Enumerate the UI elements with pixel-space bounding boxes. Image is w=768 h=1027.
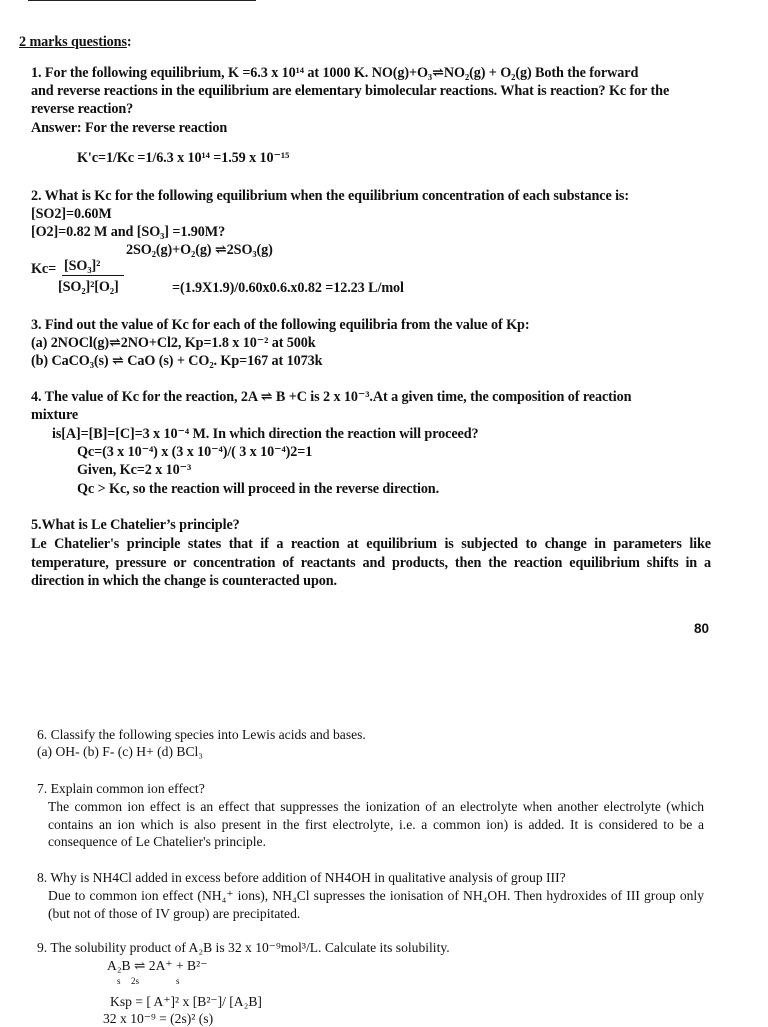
heading-text: 2 marks questions: [19, 34, 127, 50]
q6-line2: (a) OH- (b) F- (c) H+ (d) BCl₃: [37, 744, 204, 759]
q2-line2: [SO2]=0.60M: [31, 206, 112, 222]
q3-part-b: (b) CaCO₃(s) ⇌ CaO (s) + CO₂. Kp=167 at 1073k: [31, 353, 323, 369]
q2-numerator: [SO₃]²: [64, 258, 101, 274]
q4-line1: 4. The value of Kc for the reaction, 2A ⇌ B +C is 2 x 10⁻³.At a given time, the composition of reaction: [31, 389, 632, 405]
q9-reaction: A₂B ⇌ 2A⁺ + B²⁻: [107, 958, 208, 973]
page-number: 80: [694, 621, 710, 636]
q2-kc-label: Kc=: [31, 261, 57, 277]
q7-line1: 7. Explain common ion effect?: [37, 781, 205, 796]
q4-line4: Qc=(3 x 10⁻⁴) x (3 x 10⁻⁴)/( 3 x 10⁻⁴)2=1: [77, 444, 313, 460]
q1-line3: reverse reaction?: [31, 101, 134, 117]
q3-part-a: (a) 2NOCl(g)⇌2NO+Cl2, Kp=1.8 x 10⁻² at 500k: [31, 335, 316, 351]
q1-line1: 1. For the following equilibrium, K =6.3 x 10¹⁴ at 1000 K. NO(g)+O₃⇌NO₂(g) + O₂(g) Both the forward: [31, 65, 639, 81]
q2-line1: 2. What is Kc for the following equilibrium when the equilibrium concentration of each substance is:: [31, 188, 629, 204]
q9-sub-2s: 2s: [131, 976, 140, 986]
q7-body: The common ion effect is an effect that suppresses the ionization of an electrolyte when another electrolyte (which contains an ion which is also present in the first electrolyte, i.e. a common ion) is added. It is considered to be a consequence of Le Chatelier's principle.: [48, 799, 704, 849]
q8-line1: 8. Why is NH4Cl added in excess before addition of NH4OH in qualitative analysis of group III?: [37, 870, 566, 885]
q1-line2: and reverse reactions in the equilibrium are elementary bimolecular reactions. What is reaction? Kc for the: [31, 83, 670, 99]
q5-body: Le Chatelier's principle states that if a reaction at equilibrium is subjected to change in parameters like temperature, pressure or concentration of reactants and products, then the reaction equilibrium shifts in a direction in which the change is counteracted upon.: [31, 536, 711, 589]
q9-last-line: 32 x 10⁻⁹ = (2s)² (s): [103, 1011, 214, 1026]
q9-sub-s1: s: [117, 976, 121, 986]
heading-colon: :: [126, 34, 132, 50]
q3-line1: 3. Find out the value of Kc for each of the following equilibria from the value of Kp:: [31, 317, 530, 333]
q1-answer: Answer: For the reverse reaction: [31, 120, 228, 136]
q4-line5: Given, Kc=2 x 10⁻³: [77, 462, 192, 478]
q1-formula: K'c=1/Kc =1/6.3 x 10¹⁴ =1.59 x 10⁻¹⁵: [77, 150, 290, 166]
section-heading: [19, 34, 132, 51]
q8-body: Due to common ion effect (NH₄⁺ ions), NH₄Cl supresses the ionisation of NH₄OH. Then hydroxides of III group only (but not of those of IV group) are precipitated.: [48, 888, 704, 921]
q4-line2: mixture: [31, 407, 79, 423]
q2-reaction: 2SO₂(g)+O₂(g) ⇌2SO₃(g): [126, 242, 273, 258]
q5-line1: 5.What is Le Chatelier’s principle?: [31, 517, 240, 533]
q9-line1: 9. The solubility product of A₂B is 32 x 10⁻⁹mol³/L. Calculate its solubility.: [37, 940, 450, 955]
q2-result: =(1.9X1.9)/0.60x0.6.x0.82 =12.23 L/mol: [172, 280, 404, 296]
q4-line6: Qc > Kc, so the reaction will proceed in the reverse direction.: [77, 481, 440, 497]
fraction-bar: [62, 275, 124, 276]
top-rule: [28, 0, 256, 1]
q2-denominator: [SO₂]²[O₂]: [58, 279, 119, 295]
q9-ksp: Ksp = [ A⁺]² x [B²⁻]/ [A₂B]: [110, 994, 262, 1009]
q2-line3: [O2]=0.82 M and [SO₃] =1.90M?: [31, 224, 226, 240]
q6-line1: 6. Classify the following species into Lewis acids and bases.: [37, 727, 366, 742]
q4-line3: is[A]=[B]=[C]=3 x 10⁻⁴ M. In which direction the reaction will proceed?: [52, 426, 479, 442]
q9-sub-s2: s: [176, 976, 180, 986]
